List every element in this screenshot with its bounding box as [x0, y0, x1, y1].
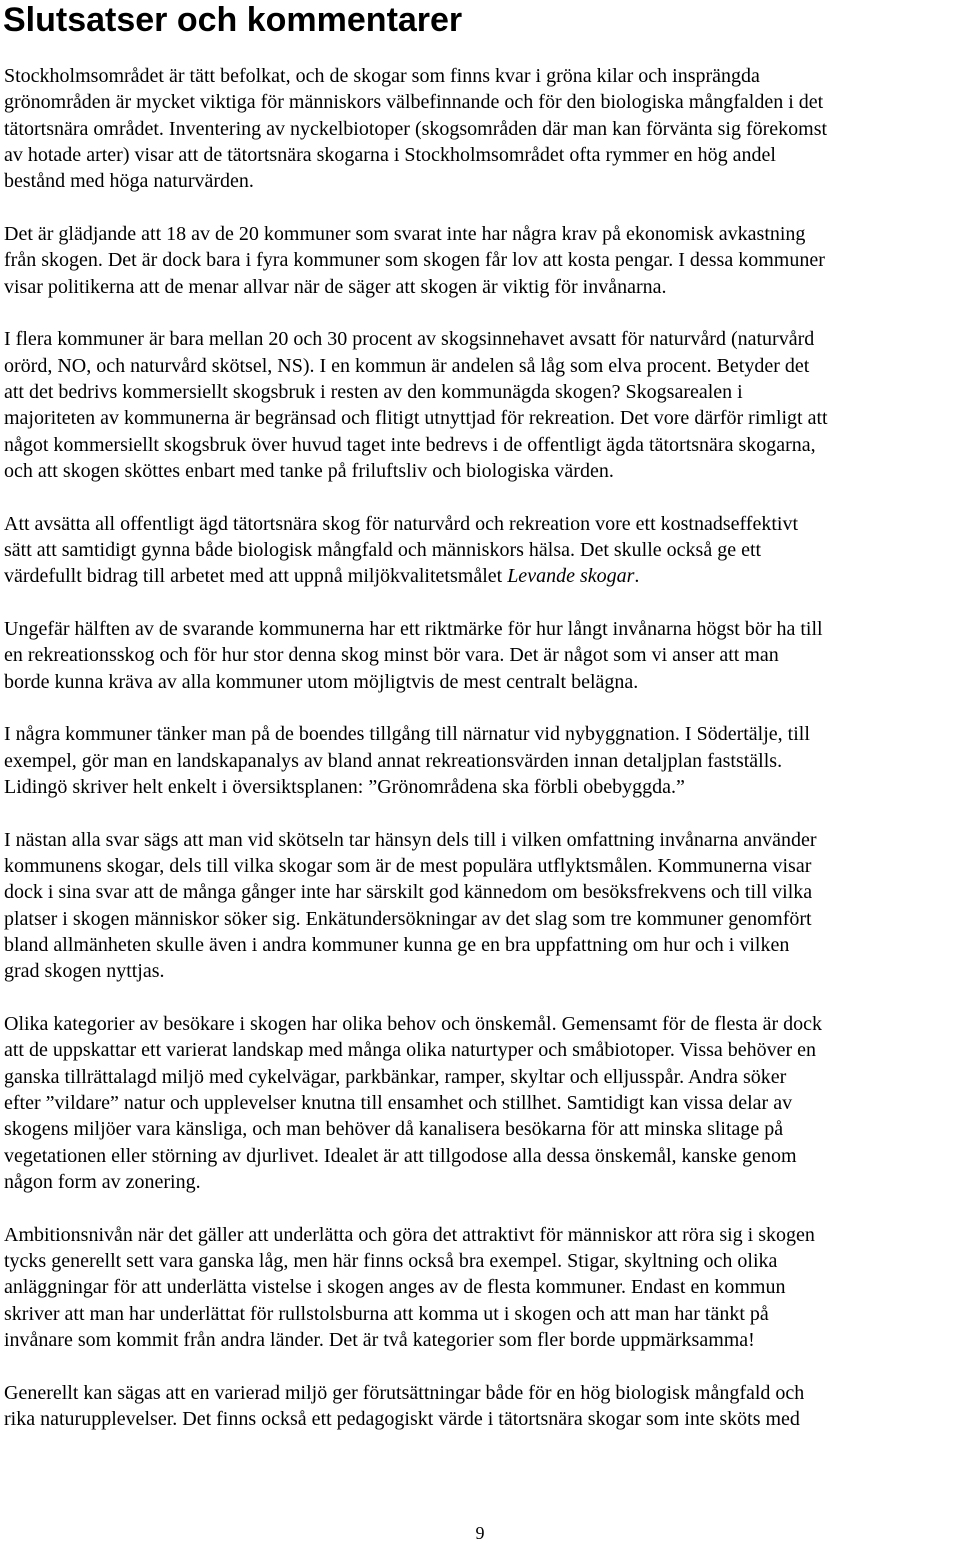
text-line: efter ”vildare” natur och upplevelser knutna till ensamhet och stillhet. Samtidigt kan vissa delar av	[4, 1092, 793, 1114]
text-line: att de uppskattar ett varierat landskap med många olika naturtyper och småbiotoper. Vissa behöver en	[4, 1039, 817, 1062]
text-line: anläggningar för att underlätta vistelse i skogen anges av de flesta kommuner. Endast en kommun	[4, 1276, 786, 1299]
text-line: kommunens skogar, dels till vilka skogar som är de mest populära utflyktsmålen. Kommunerna visar	[4, 855, 812, 878]
text-line: och att skogen sköttes enbart med tanke på friluftsliv och biologiska värden.	[4, 459, 614, 482]
text-line: Lidingö skriver helt enkelt i översiktsplanen: ”Grönområdena ska förbli obebyggda.”	[4, 776, 685, 799]
text-line: visar politikerna att de menar allvar när de säger att skogen är viktig för invånarna.	[4, 275, 667, 298]
text-line: majoriteten av kommunerna är begränsad och flitigt utnyttjad för rekreation. Det vore därför rimligt att	[4, 407, 828, 430]
text-line	[4, 563, 957, 589]
body-text	[4, 63, 957, 1459]
text-line: Ungefär hälften av de svarande kommunerna har ett riktmärke för hur långt invånarna högst bör ha till	[4, 618, 823, 641]
text-line: sätt att samtidigt gynna både biologisk mångfald och människors hälsa. Det skulle också ge ett	[4, 538, 762, 561]
text-line-prefix: värdefullt bidrag till arbetet med att uppnå miljökvalitetsmålet	[4, 565, 508, 588]
text-line: bestånd med höga naturvärden.	[4, 170, 254, 193]
text-line: någon form av zonering.	[4, 1170, 201, 1193]
text-line: Stockholmsområdet är tätt befolkat, och de skogar som finns kvar i gröna kilar och insprängda	[4, 65, 760, 87]
paragraph-4	[4, 511, 957, 590]
paragraph-8	[4, 1011, 957, 1195]
text-line: skogens miljöer vara känsliga, och man behöver då kanalisera besökarna för att minska slitage på	[4, 1118, 784, 1141]
text-line: Olika kategorier av besökare i skogen har olika behov och önskemål. Gemensamt för de flesta är dock	[4, 1013, 823, 1036]
paragraph-10	[4, 1380, 957, 1433]
text-line: Generellt kan sägas att en varierad miljö ger förutsättningar både för en hög biologisk mångfald och	[4, 1381, 805, 1404]
text-line: att det bedrivs kommersiellt skogsbruk i resten av den kommunägda skogen? Skogsarealen i	[4, 380, 743, 403]
paragraph-3	[4, 326, 957, 484]
paragraph-6	[4, 721, 957, 800]
text-line: borde kunna kräva av alla kommuner utom möjligtvis de mest centralt belägna.	[4, 670, 639, 693]
text-line: Att avsätta all offentligt ägd tätortsnära skog för naturvård och rekreation vore ett kostnadseffektivt	[4, 512, 799, 535]
text-line: skriver att man har underlättat för rullstolsburna att komma ut i skogen och att man har tänkt på	[4, 1302, 769, 1325]
paragraph-5	[4, 616, 957, 695]
text-line: från skogen. Det är dock bara i fyra kommuner som skogen får lov att kosta pengar. I dessa kommuner	[4, 249, 825, 272]
emphasized-term: Levande skogar	[507, 565, 635, 588]
text-line: invånare som kommit från andra länder. Det är två kategorier som fler borde uppmärksamma!	[4, 1328, 755, 1351]
paragraph-7	[4, 827, 957, 985]
text-line: något kommersiellt skogsbruk över huvud taget inte bedrevs i de offentligt ägda tätortsnära skogarna,	[4, 433, 816, 456]
text-line: Ambitionsnivån när det gäller att underlätta och göra det attraktivt för människor att röra sig i skogen	[4, 1223, 815, 1246]
text-line: dock i sina svar att de många gånger inte har särskilt god kännedom om besöksfrekvens och till vilka	[4, 881, 813, 904]
paragraph-2	[4, 221, 957, 300]
paragraph-1	[4, 63, 957, 194]
text-line: platser i skogen människor söker sig. Enkätundersökningar av det slag som tre kommuner genomfört	[4, 907, 812, 930]
text-line: Det är glädjande att 18 av de 20 kommuner som svarat inte har några krav på ekonomisk avkastning	[4, 222, 806, 245]
text-line: orörd, NO, och naturvård skötsel, NS). I en kommun är andelen så låg som elva procent. Betyder det	[4, 354, 810, 377]
text-line: I några kommuner tänker man på de boendes tillgång till närnatur vid nybyggnation. I Södertälje, till	[4, 723, 810, 746]
text-line: ganska tillrättalagd miljö med cykelvägar, parkbänkar, ramper, skyltar och elljusspår. Andra söker	[4, 1065, 787, 1088]
text-line: grönområden är mycket viktiga för människors välbefinnande och för den biologiska mångfalden i det	[4, 91, 824, 114]
text-line: grad skogen nyttjas.	[4, 960, 165, 983]
page-number: 9	[475, 1523, 485, 1543]
text-line: exempel, gör man en landskapanalys av bland annat rekreationsvärden innan detaljplan fastställs.	[4, 749, 783, 772]
text-line: en rekreationsskog och för hur stor denna skog minst bör vara. Det är något som vi anser att man	[4, 644, 779, 667]
text-line: vegetationen eller störning av djurlivet. Idealet är att tillgodose alla dessa önskemål, kanske genom	[4, 1144, 797, 1167]
text-line: rika naturupplevelser. Det finns också ett pedagogiskt värde i tätortsnära skogar som inte sköts med	[4, 1407, 800, 1430]
section-heading: Slutsatser och kommentarer	[3, 1, 463, 39]
paragraph-9	[4, 1222, 957, 1353]
text-line: I flera kommuner är bara mellan 20 och 30 procent av skogsinnehavet avsatt för naturvård (naturvård	[4, 328, 815, 351]
text-line: bland allmänheten skulle även i andra kommuner kunna ge en bra uppfattning om hur och i vilken	[4, 934, 790, 957]
text-line: av hotade arter) visar att de tätortsnära skogarna i Stockholmsområdet ofta rymmer en hög andel	[4, 143, 776, 166]
text-line: tätortsnära området. Inventering av nyckelbiotoper (skogsområden där man kan förvänta sig förekomst	[4, 117, 828, 140]
text-line: I nästan alla svar sägs att man vid skötseln tar hänsyn dels till i vilken omfattning invånarna använder	[4, 828, 817, 851]
text-line: tycks generellt sett vara ganska låg, men här finns också bra exempel. Stigar, skyltning och olika	[4, 1249, 778, 1272]
text-line-suffix: .	[634, 565, 640, 588]
